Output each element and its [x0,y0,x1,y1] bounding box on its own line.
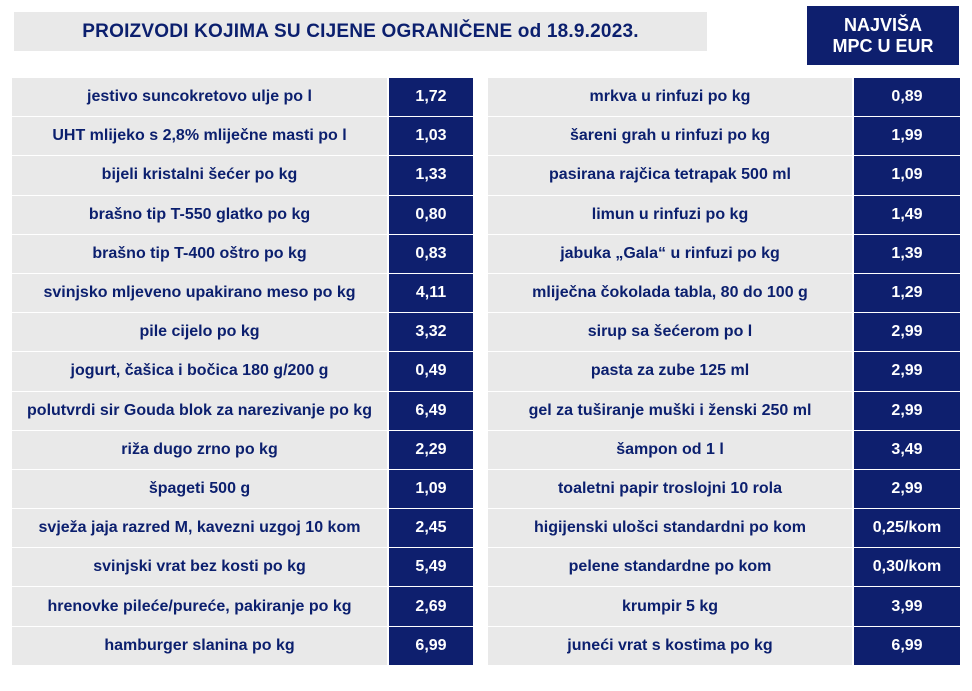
product-name: jogurt, čašica i bočica 180 g/200 g [12,352,387,390]
product-price: 0,83 [389,235,473,273]
product-price: 0,30/kom [854,548,960,586]
product-price: 1,49 [854,196,960,234]
product-name: brašno tip T-550 glatko po kg [12,196,387,234]
product-name: pasirana rajčica tetrapak 500 ml [488,156,852,194]
product-price: 6,49 [389,392,473,430]
product-name: riža dugo zrno po kg [12,431,387,469]
title-banner [14,12,707,51]
table-row [12,587,473,626]
table-row [12,627,473,666]
table-row [12,548,473,587]
product-name: jestivo suncokretovo ulje po l [12,78,387,116]
product-name: polutvrdi sir Gouda blok za narezivanje po kg [12,392,387,430]
product-name: limun u rinfuzi po kg [488,196,852,234]
product-name: svinjsko mljeveno upakirano meso po kg [12,274,387,312]
table-row [488,235,960,274]
product-price: 0,89 [854,78,960,116]
table-row [12,392,473,431]
table-row [12,274,473,313]
table-row [12,352,473,391]
product-name: pelene standardne po kom [488,548,852,586]
product-name: higijenski ulošci standardni po kom [488,509,852,547]
product-name: svježa jaja razred M, kavezni uzgoj 10 kom [12,509,387,547]
table-row [12,313,473,352]
table-row [12,431,473,470]
table-row [12,196,473,235]
table-row [488,627,960,666]
table-row [12,117,473,156]
product-price: 2,29 [389,431,473,469]
product-price: 3,49 [854,431,960,469]
table-row [488,274,960,313]
product-name: hamburger slanina po kg [12,627,387,665]
product-name: mliječna čokolada tabla, 80 do 100 g [488,274,852,312]
product-price: 0,49 [389,352,473,390]
table-row [488,117,960,156]
product-price: 0,80 [389,196,473,234]
product-price: 2,45 [389,509,473,547]
left-price-table [12,76,473,666]
product-price: 2,99 [854,392,960,430]
table-row [488,548,960,587]
product-price: 1,72 [389,78,473,116]
product-name: pasta za zube 125 ml [488,352,852,390]
right-price-table [488,76,960,666]
product-name: hrenovke pileće/pureće, pakiranje po kg [12,587,387,625]
product-price: 1,39 [854,235,960,273]
product-name: juneći vrat s kostima po kg [488,627,852,665]
table-row [12,235,473,274]
page-title: PROIZVODI KOJIMA SU CIJENE OGRANIČENE od 18.9.2023. [82,20,639,42]
product-name: bijeli kristalni šećer po kg [12,156,387,194]
product-name: špageti 500 g [12,470,387,508]
table-row [488,587,960,626]
table-row [12,78,473,117]
table-row [488,431,960,470]
product-price: 0,25/kom [854,509,960,547]
table-row [12,509,473,548]
table-row [488,196,960,235]
product-name: krumpir 5 kg [488,587,852,625]
table-row [488,352,960,391]
product-price: 2,69 [389,587,473,625]
product-name: pile cijelo po kg [12,313,387,351]
product-name: šampon od 1 l [488,431,852,469]
product-name: UHT mlijeko s 2,8% mliječne masti po l [12,117,387,155]
product-name: brašno tip T-400 oštro po kg [12,235,387,273]
price-column-header [807,6,959,65]
product-name: svinjski vrat bez kosti po kg [12,548,387,586]
product-price: 1,09 [389,470,473,508]
product-price: 3,99 [854,587,960,625]
product-price: 1,03 [389,117,473,155]
header-line-1: NAJVIŠA [843,14,923,35]
product-name: sirup sa šećerom po l [488,313,852,351]
product-price: 1,33 [389,156,473,194]
product-price: 2,99 [854,470,960,508]
table-row [488,509,960,548]
product-name: mrkva u rinfuzi po kg [488,78,852,116]
table-row [488,392,960,431]
product-price: 1,99 [854,117,960,155]
product-price: 1,09 [854,156,960,194]
product-price: 2,99 [854,352,960,390]
table-row [12,156,473,195]
table-row [488,156,960,195]
header-line-2: MPC U EUR [832,35,934,56]
table-row [488,470,960,509]
product-price: 6,99 [854,627,960,665]
product-price: 1,29 [854,274,960,312]
product-price: 5,49 [389,548,473,586]
product-price: 2,99 [854,313,960,351]
table-row [12,470,473,509]
product-price: 4,11 [389,274,473,312]
product-name: jabuka „Gala“ u rinfuzi po kg [488,235,852,273]
table-row [488,313,960,352]
product-name: šareni grah u rinfuzi po kg [488,117,852,155]
product-price: 3,32 [389,313,473,351]
product-name: gel za tuširanje muški i ženski 250 ml [488,392,852,430]
product-name: toaletni papir troslojni 10 rola [488,470,852,508]
table-row [488,78,960,117]
product-price: 6,99 [389,627,473,665]
